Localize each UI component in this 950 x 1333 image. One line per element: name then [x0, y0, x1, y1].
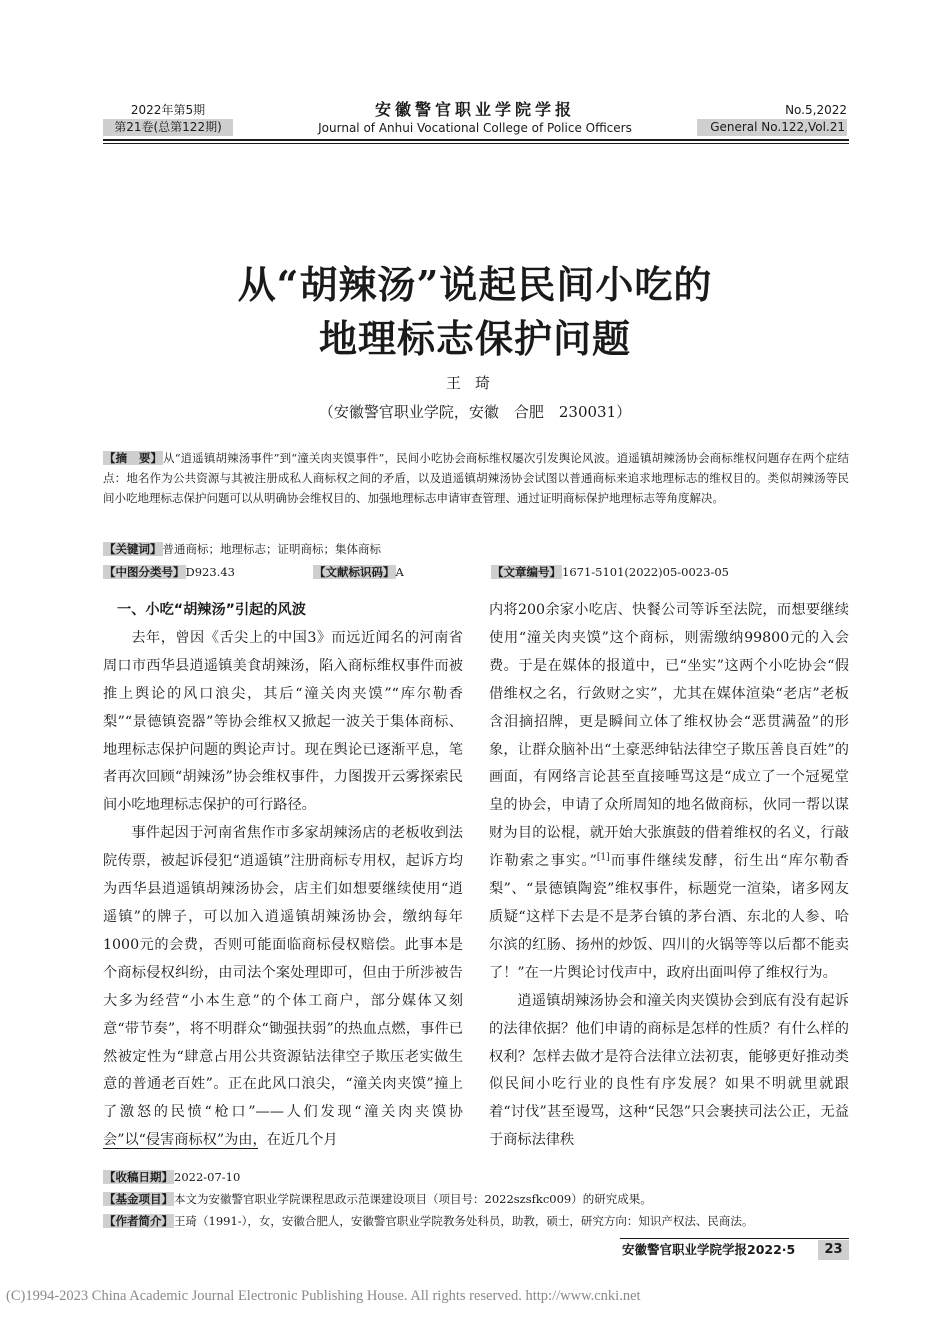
header-volume-cn: 第21卷(总第122期) [103, 119, 233, 136]
header-journal-cn: 安徽警官职业学院学报 [374, 100, 575, 119]
body-paragraph: 去年，曾因《舌尖上的中国3》而远近闻名的河南省周口市西华县逍遥镇美食胡辣汤，陷入商标维权事件而被推上舆论的风口浪尖，其后“潼关肉夹馍”“库尔勒香梨”“景德镇瓷器”等协会维权又掀起一波关于集体商标、地理标志保护问题的舆论声讨。现在舆论已逐渐平息，笔者再次回顾“胡辣汤”协会维权事件，力图拨开云雾探索民间小吃地理标志保护的可行路径。 [103, 629, 463, 814]
header-issue-cn: 2022年第5期 [130, 103, 206, 117]
footnote-author-value: 王琦（1991-），女，安徽合肥人，安徽警官职业学院教务处科员，助教，硕士，研究方向：知识产权法、民商法。 [174, 1214, 754, 1228]
keywords-label: 【关键词】 [104, 542, 162, 556]
header-journal-en: Journal of Anhui Vocational College of Police Officers [318, 121, 632, 135]
article-affiliation: （安徽警官职业学院，安徽 合肥 230031） [318, 403, 632, 421]
article-number [491, 562, 729, 582]
article-title-line1: 从“胡辣汤”说起民间小吃的 [237, 262, 713, 307]
footnote-fund-value: 本文为安徽警官职业学院课程思政示范课建设项目（项目号：2022szsfkc009）的研究成果。 [174, 1192, 652, 1206]
footnote-author-label: 【作者简介】 [104, 1214, 173, 1228]
header-issue-info-en [697, 102, 847, 136]
doc-code-value: A [395, 565, 404, 579]
footnote-fund-label: 【基金项目】 [104, 1192, 173, 1206]
footnote-rule [103, 1148, 258, 1149]
abstract-label: 【摘 要】 [104, 451, 163, 465]
clc-value: D923.43 [185, 565, 235, 579]
header-issue-en: No.5,2022 [785, 103, 847, 117]
clc-label: 【中图分类号】 [104, 565, 185, 579]
footer-rule [620, 1238, 849, 1239]
footer-journal-issue: 安徽警官职业学院学报2022·5 [622, 1242, 796, 1257]
doc-code [313, 562, 404, 582]
footnote-received-value: 2022-07-10 [174, 1170, 241, 1184]
keywords-text: 普通商标；地理标志；证明商标；集体商标 [162, 542, 381, 556]
header-rule-thick [103, 139, 849, 141]
article-number-label: 【文章编号】 [492, 565, 561, 579]
copyright-notice: (C)1994-2023 China Academic Journal Electronic Publishing House. All rights reserved. http://www.cnki.net [6, 1288, 641, 1304]
body-column-right [489, 597, 849, 1155]
doc-code-label: 【文献标识码】 [314, 565, 395, 579]
header-rule-thin [103, 143, 849, 144]
article-author: 王琦 [445, 374, 504, 392]
article-title [0, 258, 950, 366]
abstract [103, 448, 849, 508]
footnote-author [103, 1212, 849, 1230]
citation-reference[interactable]: [1] [596, 852, 610, 863]
keywords [103, 539, 849, 559]
footnote-received-label: 【收稿日期】 [104, 1170, 173, 1184]
footnote-received [103, 1168, 849, 1186]
page-number: 23 [818, 1240, 849, 1260]
body-paragraph-part: 而事件继续发酵，衍生出“库尔勒香梨”、“景德镇陶瓷”维权事件，标题党一渲染，诸多网友质疑“这样下去是不是茅台镇的茅台酒、东北的人参、哈尔滨的红肠、扬州的炒饭、四川的火锅等等以后都不能卖了！”在一片舆论讨伐声中，政府出面叫停了维权行为。 [489, 853, 849, 981]
footnote-fund [103, 1190, 849, 1208]
article-title-line2: 地理标志保护问题 [318, 316, 631, 361]
body-paragraph: 事件起因于河南省焦作市多家胡辣汤店的老板收到法院传票，被起诉侵犯“逍遥镇”注册商标专用权，起诉方均为西华县逍遥镇胡辣汤协会，店主们如想要继续使用“逍遥镇”的牌子，可以加入逍遥镇胡辣汤协会，缴纳每年1000元的会费，否则可能面临商标侵权赔偿。此事本是个商标侵权纠纷，由司法个案处理即可，但由于所涉被告大多为经营“小本生意”的个体工商户，部分媒体又刻意“带节奏”，将不明群众“锄强扶弱”的热血点燃，事件已然被定性为“肆意占用公共资源钻法律空子欺压老实做生意的普通老百姓”。正在此风口浪尖，“潼关肉夹馍”撞上了激怒的民愤“枪口”——人们发现“潼关肉夹馍协会”以“侵害商标权”为由，在近几个月 [103, 825, 463, 1149]
header-general-en: General No.122,Vol.21 [697, 119, 847, 136]
article-number-value: 1671-5101(2022)05-0023-05 [562, 565, 729, 579]
body-paragraph: 逍遥镇胡辣汤协会和潼关肉夹馍协会到底有没有起诉的法律依据？他们申请的商标是怎样的性质？有什么样的权利？怎样去做才是符合法律立法初衷，能够更好推动类似民间小吃行业的良性有序发展？如果不明就里就跟着“讨伐”甚至谩骂，这种“民怨”只会裹挟司法公正，无益于商标法律秩 [489, 992, 849, 1149]
abstract-text: 从“逍遥镇胡辣汤事件”到“潼关肉夹馍事件”，民间小吃协会商标维权屡次引发舆论风波。逍遥镇胡辣汤协会商标维权问题存在两个症结点：地名作为公共资源与其被注册成私人商标权之间的矛盾，以及逍遥镇胡辣汤协会试图以普通商标来追求地理标志的维权目的。类似胡辣汤等民间小吃地理标志保护问题可以从明确协会维权目的、加强地理标志申请审查管理、通过证明商标保护地理标志等角度解决。 [103, 451, 849, 505]
body-paragraph-part: 内将200余家小吃店、快餐公司等诉至法院，而想要继续使用“潼关肉夹馍”这个商标，则需缴纳99800元的入会费。于是在媒体的报道中，已“坐实”这两个小吃协会“假借维权之名，行敛财之实”，尤其在媒体渲染“老店”老板含泪摘招牌，更是瞬间立体了维权协会“恶贯满盈”的形象，让群众脑补出“土豪恶绅钻法律空子欺压善良百姓”的画面，有网络言论甚至直接唾骂这是“成立了一个冠冕堂皇的协会，申请了众所周知的地名做商标，伙同一帮以谋财为目的讼棍，就开始大张旗鼓的借着维权的名义，行敲诈勒索之事实。” [489, 602, 849, 870]
body-paragraph [489, 597, 849, 988]
body-column-left [103, 597, 463, 1155]
section-heading: 一、小吃“胡辣汤”引起的风波 [117, 602, 306, 618]
clc-code [103, 562, 235, 582]
